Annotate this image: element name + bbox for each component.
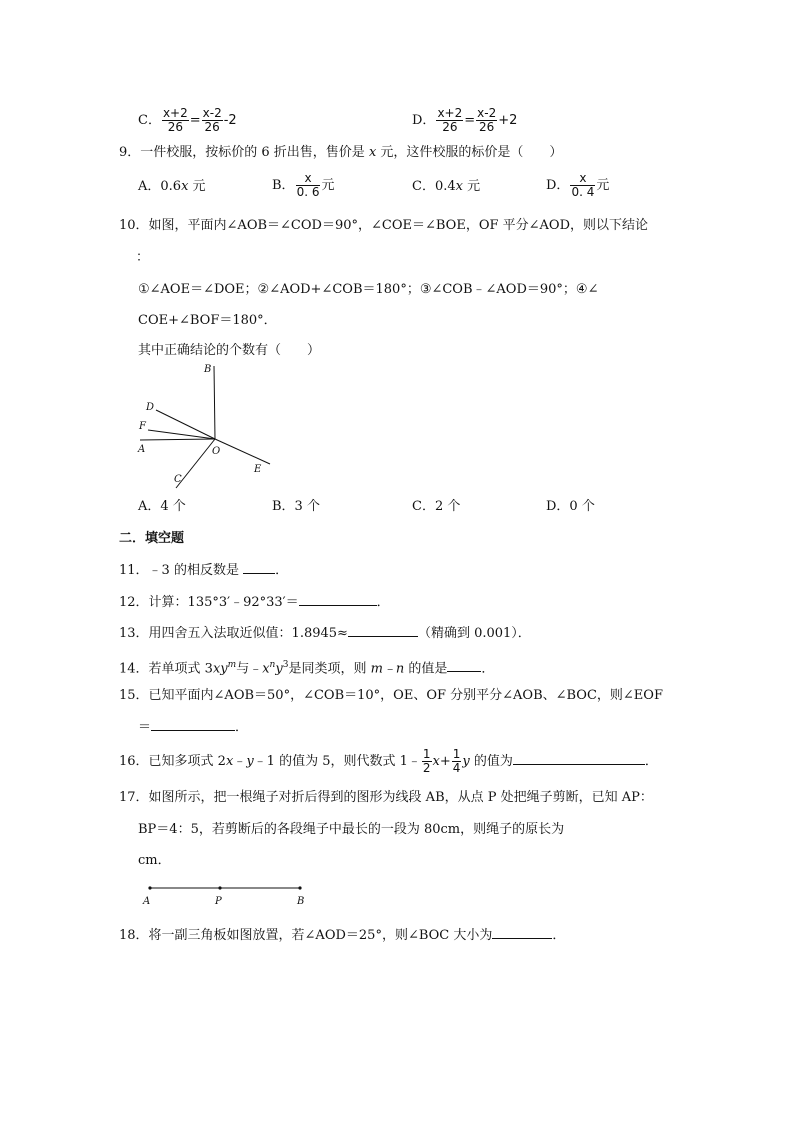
q18 [119, 926, 565, 945]
q10-option-c: C．2 个 [412, 499, 461, 514]
label-c: C [174, 474, 182, 485]
punct: ． [275, 563, 289, 578]
variable: m﹣n [370, 661, 405, 677]
q9-stem [119, 144, 562, 162]
label-d: D [146, 402, 155, 413]
denominator: 4 [452, 761, 461, 775]
q9-option-d [546, 172, 609, 199]
variable: x [181, 179, 189, 194]
q16-text: 16．已知多项式 2 [119, 754, 226, 769]
answer-blank[interactable] [447, 659, 481, 672]
unit: 元 [321, 178, 335, 193]
point-b [298, 886, 301, 889]
numerator: x [296, 172, 321, 186]
numerator: x+2 [162, 106, 188, 120]
variable: y [246, 754, 254, 769]
q9-option-c [412, 178, 480, 196]
option-label: B． [272, 178, 295, 193]
q9-option-b [272, 172, 334, 199]
q10-option-a: A．4 个 [138, 499, 186, 514]
q15-text: ＝ [138, 720, 152, 735]
variable: x [455, 179, 463, 194]
q14-text: 的值是 [404, 661, 448, 677]
variable: xy [212, 661, 228, 677]
answer-blank[interactable] [492, 926, 552, 939]
q12 [119, 593, 390, 612]
point-p [218, 886, 221, 889]
variable: y [275, 661, 283, 677]
variable: x [262, 661, 270, 677]
answer-blank[interactable] [299, 593, 377, 606]
q11-text: 11．﹣3 的相反数是 [119, 563, 244, 578]
fraction [570, 172, 595, 199]
q18-text: 18．将一副三角板如图放置，若∠AOD＝25°，则∠BOC 大小为 [119, 928, 493, 943]
q9-option-a [138, 178, 206, 196]
point-a [148, 886, 151, 889]
unit: 元 [596, 178, 610, 193]
unit: 元 [188, 179, 206, 194]
punct: ． [376, 595, 390, 610]
denominator: 0. 4 [571, 185, 595, 199]
tail: -2 [223, 113, 237, 128]
label-b: B [204, 364, 212, 375]
denominator: 26 [167, 120, 183, 134]
fraction [296, 172, 321, 199]
q16-text: 的值为 [469, 754, 513, 769]
numerator: x-2 [477, 106, 497, 120]
option-label: A．0.6 [138, 179, 182, 194]
q17-line-3: cm． [138, 853, 171, 868]
denominator: 0. 6 [296, 185, 320, 199]
fraction [476, 107, 497, 134]
answer-blank[interactable] [513, 752, 645, 765]
q9-text: 元，这件校服的标价是（ ） [376, 145, 563, 160]
q13-text: 13．用四舍五入法取近似值：1.8945≈ [119, 626, 348, 641]
variable: y [462, 754, 470, 769]
q8-option-c [138, 107, 237, 134]
numerator: x-2 [202, 106, 222, 120]
answer-blank[interactable] [243, 561, 275, 574]
q13-tail: （精确到 0.001）． [417, 626, 531, 641]
plus: + [439, 754, 451, 769]
ray-oc [176, 439, 215, 488]
q10-line-3: COE+∠BOF＝180°． [138, 313, 277, 328]
label-e: E [254, 464, 262, 475]
q8-option-d [412, 107, 517, 134]
exponent: n [269, 660, 276, 670]
q10-line-4: 其中正确结论的个数有（ ） [138, 343, 321, 358]
q10-option-b: B．3 个 [272, 499, 320, 514]
tail: +2 [498, 113, 518, 128]
equals: = [189, 113, 201, 128]
answer-blank[interactable] [151, 718, 235, 731]
label-a: A [143, 896, 151, 907]
fraction [422, 748, 432, 775]
option-label: D． [546, 178, 570, 193]
fraction [162, 107, 189, 134]
numerator: x [570, 172, 595, 186]
numerator: x+2 [437, 106, 463, 120]
ray-oa [140, 439, 215, 440]
exponent: 3 [282, 660, 289, 670]
equals: = [464, 113, 476, 128]
punct: ． [552, 928, 566, 943]
q15-line-1: 15．已知平面内∠AOB＝50°，∠COB＝10°，OE、OF 分别平分∠AOB、∠BOC，则∠EOF [119, 688, 663, 703]
q10-option-d: D．0 个 [546, 499, 595, 514]
answer-blank[interactable] [348, 624, 418, 637]
q14-text: 是同类项，则 [288, 661, 371, 677]
label-p: P [215, 896, 222, 907]
q16 [119, 748, 658, 775]
label-f: F [139, 421, 146, 432]
q10-angle-figure [130, 362, 280, 492]
q9-text: 9．一件校服，按标价的 6 折出售，售价是 [119, 145, 369, 160]
denominator: 26 [442, 120, 458, 134]
q17-line-1: 17．如图所示，把一根绳子对折后得到的图形为线段 AB，从点 P 处把绳子剪断，已知 AP： [119, 790, 653, 805]
denominator: 26 [204, 120, 220, 134]
label-o: O [212, 446, 221, 457]
option-label: D． [412, 113, 436, 128]
q14 [119, 655, 494, 678]
ray-oe [215, 439, 270, 464]
label-b: B [297, 896, 305, 907]
denominator: 2 [422, 761, 431, 775]
ray-ob [214, 366, 215, 439]
numerator: 1 [422, 747, 431, 761]
q11 [119, 561, 288, 580]
unit: 元 [462, 179, 481, 194]
punct: ． [481, 661, 495, 677]
variable: x [225, 754, 234, 769]
q16-text: ﹣ [233, 754, 247, 769]
section-title: 二．填空题 [119, 531, 185, 546]
q15-line-2 [138, 718, 248, 737]
punct: ． [644, 754, 658, 769]
fraction [202, 107, 223, 134]
option-label: C．0.4 [412, 179, 456, 194]
variable: x [368, 145, 377, 160]
q16-text: ﹣1 的值为 5，则代数式 1﹣ [253, 754, 421, 769]
denominator: 26 [479, 120, 495, 134]
option-label: C． [138, 113, 161, 128]
label-a: A [138, 444, 146, 455]
q17-line-2: BP＝4：5，若剪断后的各段绳子中最长的一段为 80cm，则绳子的原长为 [138, 822, 565, 837]
q13 [119, 624, 531, 643]
q10-line-1b: ： [136, 250, 150, 265]
q10-line-1: 10．如图，平面内∠AOB＝∠COD＝90°，∠COE＝∠BOE，OF 平分∠AOD，则以下结论 [119, 218, 648, 233]
q17-segment-figure [138, 880, 318, 908]
numerator: 1 [452, 747, 461, 761]
variable: x [432, 754, 440, 769]
q14-text: 与﹣ [236, 661, 263, 677]
q12-text: 12．计算：135°3′﹣92°33′＝ [119, 595, 299, 610]
exponent: m [227, 660, 237, 670]
q10-line-2: ①∠AOE＝∠DOE；②∠AOD+∠COB＝180°；③∠COB﹣∠AOD＝90°；④∠ [138, 282, 599, 297]
punct: ． [235, 720, 249, 735]
q14-text: 14．若单项式 3 [119, 661, 213, 677]
fraction [436, 107, 463, 134]
fraction [452, 748, 462, 775]
